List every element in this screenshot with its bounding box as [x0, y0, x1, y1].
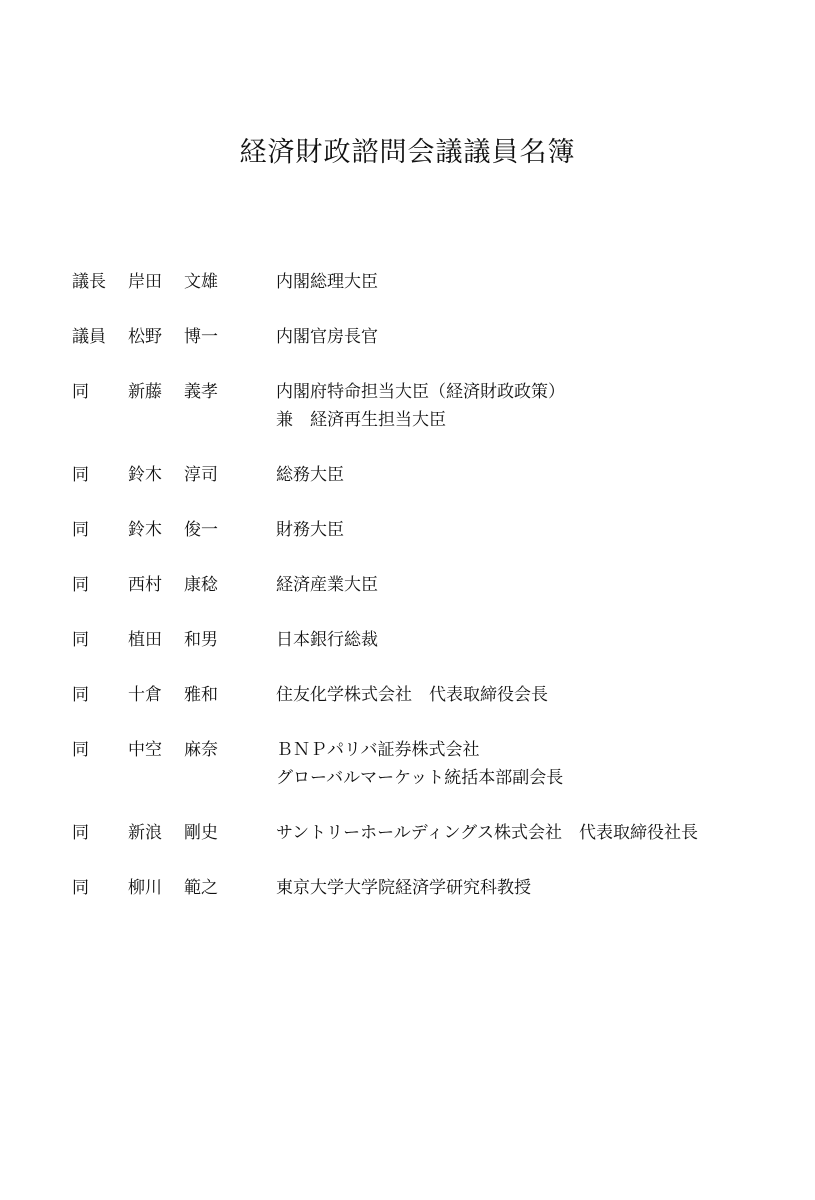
member-row [72, 819, 792, 847]
member-surname: 柳川 [128, 878, 162, 898]
member-row [72, 736, 792, 792]
member-position-line: 住友化学株式会社 代表取締役会長 [276, 685, 548, 705]
member-position-line: 内閣官房長官 [276, 327, 378, 347]
member-given-name: 和男 [184, 630, 218, 650]
member-role: 同 [72, 740, 89, 760]
member-row [72, 268, 792, 296]
member-surname: 西村 [128, 575, 162, 595]
member-role: 議長 [72, 272, 106, 292]
member-given-name: 俊一 [184, 520, 218, 540]
member-row [72, 681, 792, 709]
member-given-name: 文雄 [184, 272, 218, 292]
member-role: 同 [72, 382, 89, 402]
member-given-name: 淳司 [184, 465, 218, 485]
member-surname: 岸田 [128, 272, 162, 292]
page-title: 経済財政諮問会議議員名簿 [239, 137, 576, 169]
member-row [72, 323, 792, 351]
member-surname: 鈴木 [128, 520, 162, 540]
member-surname: 植田 [128, 630, 162, 650]
member-given-name: 博一 [184, 327, 218, 347]
member-position-line: ＢＮＰパリバ証券株式会社 [276, 740, 480, 760]
member-position-line: 東京大学大学院経済学研究科教授 [276, 878, 531, 898]
member-role: 同 [72, 823, 89, 843]
member-row [72, 571, 792, 599]
member-row [72, 378, 792, 434]
member-surname: 十倉 [128, 685, 162, 705]
member-surname: 新藤 [128, 382, 162, 402]
member-position-line: 内閣総理大臣 [276, 272, 378, 292]
member-position [276, 571, 792, 599]
member-surname: 中空 [128, 740, 162, 760]
member-row [72, 516, 792, 544]
member-position-line: 財務大臣 [276, 520, 344, 540]
member-given-name: 範之 [184, 878, 218, 898]
member-position [276, 626, 792, 654]
member-position [276, 268, 792, 296]
member-row [72, 626, 792, 654]
member-role: 同 [72, 878, 89, 898]
member-given-name: 麻奈 [184, 740, 218, 760]
member-position-line: グローバルマーケット統括本部副会長 [276, 768, 564, 788]
member-given-name: 剛史 [184, 823, 218, 843]
member-position-line: 内閣府特命担当大臣（経済財政政策） [276, 382, 565, 402]
member-position [276, 681, 792, 709]
member-role: 議員 [72, 327, 106, 347]
member-given-name: 雅和 [184, 685, 218, 705]
member-role: 同 [72, 575, 89, 595]
member-given-name: 義孝 [184, 382, 218, 402]
member-role: 同 [72, 465, 89, 485]
member-surname: 松野 [128, 327, 162, 347]
member-surname: 鈴木 [128, 465, 162, 485]
member-role: 同 [72, 685, 89, 705]
member-position [276, 736, 792, 792]
member-position [276, 378, 792, 434]
member-given-name: 康稔 [184, 575, 218, 595]
member-role: 同 [72, 630, 89, 650]
member-position-line: 日本銀行総裁 [276, 630, 378, 650]
member-row [72, 461, 792, 489]
member-position-line: 経済産業大臣 [276, 575, 378, 595]
member-position [276, 874, 792, 902]
member-position [276, 819, 792, 847]
member-position-line: 総務大臣 [276, 465, 344, 485]
member-position [276, 323, 792, 351]
member-position-line: 兼 経済再生担当大臣 [276, 410, 446, 430]
member-list [72, 268, 792, 929]
member-role: 同 [72, 520, 89, 540]
member-position [276, 516, 792, 544]
member-row [72, 874, 792, 902]
member-surname: 新浪 [128, 823, 162, 843]
member-position [276, 461, 792, 489]
member-position-line: サントリーホールディングス株式会社 代表取締役社長 [276, 823, 698, 843]
